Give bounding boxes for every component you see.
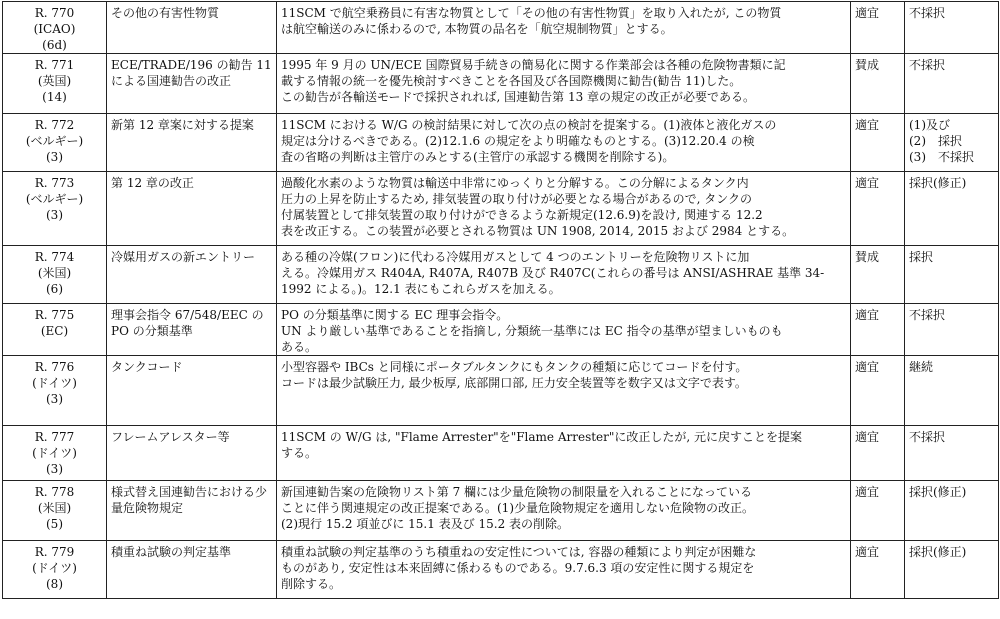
document-number-line: R. 777 bbox=[34, 430, 75, 444]
result-cell bbox=[905, 114, 999, 172]
evaluation-text: 適宜 bbox=[855, 545, 880, 559]
document-number-cell bbox=[3, 54, 107, 114]
content-cell bbox=[277, 356, 851, 426]
subject-text: 積重ね試験の判定基準 bbox=[111, 545, 232, 559]
result-cell bbox=[905, 246, 999, 304]
subject-cell bbox=[107, 246, 277, 304]
result-cell bbox=[905, 172, 999, 246]
content-line: コードは最少試験圧力, 最少板厚, 底部開口部, 圧力安全装置等を数字又は文字で表す。 bbox=[281, 376, 747, 390]
content-line: ある種の冷媒(フロン)に代わる冷媒用ガスとして 4 つのエントリーを危険物リストに加 bbox=[281, 250, 750, 264]
result-cell bbox=[905, 2, 999, 54]
content-line: PO の分類基準に関する EC 理事会指令。 bbox=[281, 308, 509, 322]
subject-text: タンクコード bbox=[111, 360, 183, 374]
document-number-line: R. 771 bbox=[34, 58, 75, 72]
subject-cell bbox=[107, 2, 277, 54]
document-number-cell bbox=[3, 356, 107, 426]
subject-cell bbox=[107, 114, 277, 172]
result-cell bbox=[905, 541, 999, 599]
document-number-line: R. 775 bbox=[34, 308, 75, 322]
document-number-cell bbox=[3, 246, 107, 304]
result-cell bbox=[905, 481, 999, 541]
evaluation-text: 適宜 bbox=[855, 118, 880, 132]
evaluation-text: 適宜 bbox=[855, 360, 880, 374]
content-line: する。 bbox=[281, 446, 318, 460]
content-line: 圧力の上昇を防止するため, 排気装置の取り付けが必要となる場合があるので, タンクの bbox=[281, 192, 753, 206]
document-number-line: R. 774 bbox=[34, 250, 75, 264]
content-cell bbox=[277, 172, 851, 246]
evaluation-text: 適宜 bbox=[855, 176, 880, 190]
table-row bbox=[3, 304, 999, 356]
document-number-cell bbox=[3, 541, 107, 599]
document-number-line: (EC) bbox=[40, 324, 69, 338]
evaluation-cell bbox=[851, 356, 905, 426]
document-number-line: (米国) bbox=[37, 501, 72, 515]
document-number-cell bbox=[3, 426, 107, 481]
subject-text: 理事会指令 67/548/EEC の PO の分類基準 bbox=[111, 308, 264, 338]
result-line: 不採択 bbox=[909, 6, 946, 20]
subject-text: 様式替え国連勧告における少量危険物規定 bbox=[111, 485, 268, 515]
document-number-line: R. 779 bbox=[34, 545, 75, 559]
table-row bbox=[3, 114, 999, 172]
evaluation-cell bbox=[851, 2, 905, 54]
evaluation-cell bbox=[851, 304, 905, 356]
content-line: 1995 年 9 月の UN/ECE 国際貿易手続きの簡易化に関する作業部会は各種の危険物書類に記 bbox=[281, 58, 786, 72]
content-line: ことに伴う関連規定の改正提案である。(1)少量危険物規定を適用しない危険物の改正。 bbox=[281, 501, 755, 515]
document-number-line: (ドイツ) bbox=[32, 376, 77, 390]
content-line: 付属装置として排気装置の取り付けができるような新規定(12.6.9)を設け, 関連する 12.2 bbox=[281, 208, 763, 222]
evaluation-cell bbox=[851, 54, 905, 114]
evaluation-cell bbox=[851, 172, 905, 246]
document-number-line: (3) bbox=[46, 462, 63, 476]
result-line: 不採択 bbox=[909, 308, 946, 322]
result-cell bbox=[905, 54, 999, 114]
content-cell bbox=[277, 426, 851, 481]
result-line: 不採択 bbox=[909, 430, 946, 444]
result-line: (3) 不採択 bbox=[909, 150, 974, 164]
subject-text: 冷媒用ガスの新エントリー bbox=[111, 250, 256, 264]
table-row bbox=[3, 426, 999, 481]
subject-cell bbox=[107, 426, 277, 481]
content-line: 積重ね試験の判定基準のうち積重ねの安定性については, 容器の種類により判定が困難な bbox=[281, 545, 757, 559]
content-cell bbox=[277, 541, 851, 599]
document-number-line: (米国) bbox=[37, 266, 72, 280]
subject-text: フレームアレスター等 bbox=[111, 430, 230, 444]
document-number-line: R. 776 bbox=[34, 360, 75, 374]
document-number-cell bbox=[3, 2, 107, 54]
evaluation-text: 賛成 bbox=[855, 250, 880, 264]
evaluation-text: 適宜 bbox=[855, 430, 880, 444]
result-line: (1)及び bbox=[909, 118, 950, 132]
result-line: 継続 bbox=[909, 360, 934, 374]
evaluation-text: 賛成 bbox=[855, 58, 880, 72]
table-row bbox=[3, 541, 999, 599]
content-line: える。冷媒用ガス R404A, R407A, R407B 及び R407C(これらの番号は ANSI/ASHRAE 基準 34- bbox=[281, 266, 825, 280]
evaluation-cell bbox=[851, 426, 905, 481]
document-number-line: (8) bbox=[46, 577, 63, 591]
content-line: 11SCM の W/G は, "Flame Arrester"を"Flame Arrester"に改正したが, 元に戻すことを提案 bbox=[281, 430, 803, 444]
document-number-cell bbox=[3, 304, 107, 356]
content-line: 過酸化水素のような物質は輸送中非常にゆっくりと分解する。この分解によるタンク内 bbox=[281, 176, 749, 190]
result-line: 採択(修正) bbox=[909, 545, 967, 559]
result-cell bbox=[905, 356, 999, 426]
table-row bbox=[3, 481, 999, 541]
content-cell bbox=[277, 304, 851, 356]
content-line: 11SCM で航空乗務員に有害な物質として「その他の有害性物質」を取り入れたが, この物質 bbox=[281, 6, 782, 20]
subject-text: 新第 12 章案に対する提案 bbox=[111, 118, 254, 132]
content-line: 載する情報の統一を優先検討すべきことを各国及び各国際機関に勧告(勧告 11)した。 bbox=[281, 74, 742, 88]
document-number-line: (14) bbox=[42, 90, 67, 104]
content-line: UN より厳しい基準であることを指摘し, 分類統一基準には EC 指令の基準が望ましいものも bbox=[281, 324, 783, 338]
document-number-cell bbox=[3, 114, 107, 172]
evaluation-cell bbox=[851, 481, 905, 541]
document-number-line: R. 773 bbox=[34, 176, 75, 190]
document-number-line: (ドイツ) bbox=[32, 561, 77, 575]
content-cell bbox=[277, 246, 851, 304]
subject-cell bbox=[107, 54, 277, 114]
content-line: 1992 による。)。12.1 表にもこれらガスを加える。 bbox=[281, 282, 561, 296]
content-cell bbox=[277, 54, 851, 114]
table-row bbox=[3, 356, 999, 426]
document-number-line: (6) bbox=[46, 282, 63, 296]
result-line: 採択(修正) bbox=[909, 176, 967, 190]
content-line: ある。 bbox=[281, 340, 318, 354]
table-row bbox=[3, 246, 999, 304]
content-line: 小型容器や IBCs と同様にポータブルタンクにもタンクの種類に応じてコードを付す。 bbox=[281, 360, 748, 374]
table-row bbox=[3, 2, 999, 54]
document-number-line: R. 770 bbox=[34, 6, 75, 20]
result-line: 採択(修正) bbox=[909, 485, 967, 499]
document-number-line: (ベルギー) bbox=[25, 192, 84, 206]
subject-text: その他の有害性物質 bbox=[111, 6, 220, 20]
content-line: 査の省略の判断は主管庁のみとする(主管庁の承認する機関を削除する)。 bbox=[281, 150, 675, 164]
document-number-line: (3) bbox=[46, 150, 63, 164]
content-line: 規定は分けるべきである。(2)12.1.6 の規定をより明確なものとする。(3)12.20.4 の検 bbox=[281, 134, 755, 148]
document-number-line: R. 778 bbox=[34, 485, 75, 499]
content-cell bbox=[277, 114, 851, 172]
evaluation-text: 適宜 bbox=[855, 485, 880, 499]
subject-cell bbox=[107, 541, 277, 599]
document-number-line: (ICAO) bbox=[33, 22, 76, 36]
document-number-line: (英国) bbox=[37, 74, 72, 88]
evaluation-cell bbox=[851, 114, 905, 172]
result-line: 不採択 bbox=[909, 58, 946, 72]
document-number-cell bbox=[3, 481, 107, 541]
content-line: ものがあり, 安定性は本来固縛に係わるものである。9.7.6.3 項の安定性に関する規定を bbox=[281, 561, 755, 575]
content-cell bbox=[277, 2, 851, 54]
table-row bbox=[3, 54, 999, 114]
document-number-cell bbox=[3, 172, 107, 246]
document-number-line: (ベルギー) bbox=[25, 134, 84, 148]
subject-cell bbox=[107, 172, 277, 246]
document-number-line: (3) bbox=[46, 392, 63, 406]
content-line: 削除する。 bbox=[281, 577, 342, 591]
document-number-line: (5) bbox=[46, 517, 63, 531]
table-row bbox=[3, 172, 999, 246]
document-number-line: (ドイツ) bbox=[32, 446, 77, 460]
subject-cell bbox=[107, 481, 277, 541]
content-line: この勧告が各輸送モードで採択されれば, 国連勧告第 13 章の規定の改正が必要である。 bbox=[281, 90, 756, 104]
evaluation-text: 適宜 bbox=[855, 308, 880, 322]
document-number-line: R. 772 bbox=[34, 118, 75, 132]
subject-cell bbox=[107, 356, 277, 426]
result-line: (2) 採択 bbox=[909, 134, 962, 148]
document-number-line: (3) bbox=[46, 208, 63, 222]
content-cell bbox=[277, 481, 851, 541]
result-cell bbox=[905, 304, 999, 356]
proposals-table bbox=[2, 1, 999, 599]
evaluation-cell bbox=[851, 246, 905, 304]
result-line: 採択 bbox=[909, 250, 934, 264]
subject-text: 第 12 章の改正 bbox=[111, 176, 194, 190]
content-line: (2)現行 15.2 項並びに 15.1 表及び 15.2 表の削除。 bbox=[281, 517, 570, 531]
document-number-line: (6d) bbox=[42, 38, 67, 52]
subject-text: ECE/TRADE/196 の勧告 11 による国連勧告の改正 bbox=[111, 58, 272, 88]
evaluation-text: 適宜 bbox=[855, 6, 880, 20]
content-line: 11SCM における W/G の検討結果に対して次の点の検討を提案する。(1)液体と液化ガスの bbox=[281, 118, 777, 132]
content-line: は航空輸送のみに係わるので, 本物質の品名を「航空規制物質」とする。 bbox=[281, 22, 673, 36]
subject-cell bbox=[107, 304, 277, 356]
content-line: 新国連勧告案の危険物リスト第 7 欄には少量危険物の制限量を入れることになっている bbox=[281, 485, 753, 499]
evaluation-cell bbox=[851, 541, 905, 599]
content-line: 表を改正する。この装置が必要とされる物質は UN 1908, 2014, 2015 および 2984 とする。 bbox=[281, 224, 795, 238]
result-cell bbox=[905, 426, 999, 481]
